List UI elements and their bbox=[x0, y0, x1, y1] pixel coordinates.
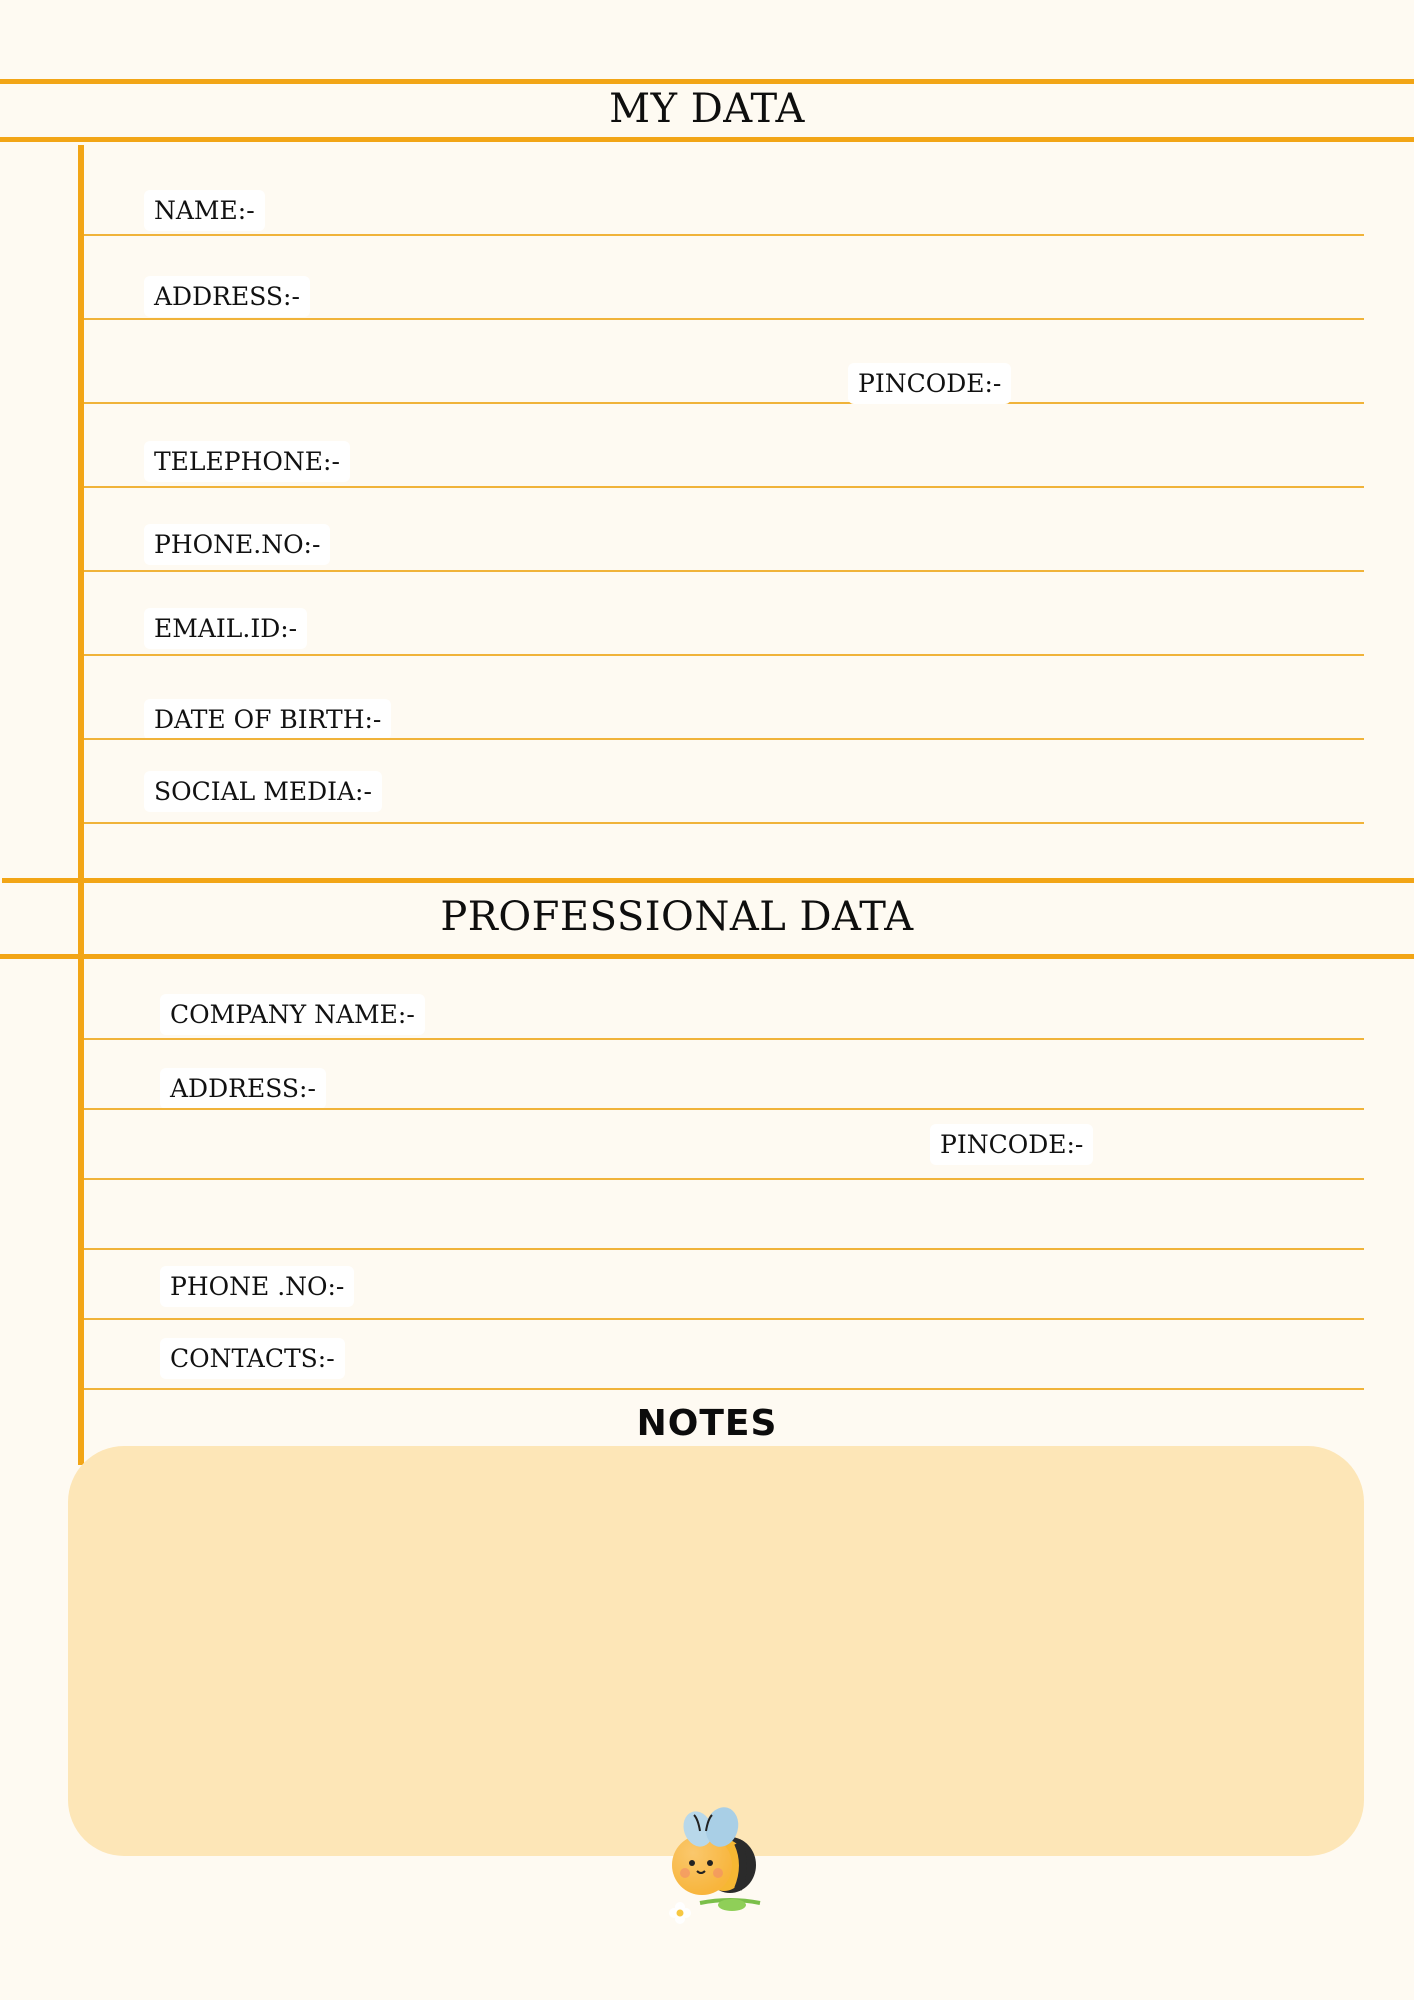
telephone-line[interactable] bbox=[84, 486, 1364, 488]
my-data-title: MY DATA bbox=[609, 86, 805, 132]
email-id-line[interactable] bbox=[84, 654, 1364, 656]
header-rule-top bbox=[0, 79, 1414, 84]
pincode-label: PINCODE:- bbox=[848, 363, 1011, 404]
phone-no-line[interactable] bbox=[84, 570, 1364, 572]
bee-illustration-icon bbox=[660, 1785, 780, 1925]
address-label: ADDRESS:- bbox=[144, 276, 310, 317]
professional-phone-no-line[interactable] bbox=[84, 1318, 1364, 1320]
professional-address-line-3[interactable] bbox=[84, 1248, 1364, 1250]
left-margin-line bbox=[78, 145, 84, 1465]
social-media-line[interactable] bbox=[84, 822, 1364, 824]
professional-address-line-2[interactable] bbox=[84, 1178, 1364, 1180]
social-media-label: SOCIAL MEDIA:- bbox=[144, 771, 382, 812]
professional-rule-bottom bbox=[0, 954, 1414, 959]
notes-title: NOTES bbox=[636, 1403, 778, 1444]
professional-rule-top bbox=[2, 878, 1414, 883]
address-line-2[interactable] bbox=[84, 402, 1364, 404]
address-line[interactable] bbox=[84, 318, 1364, 320]
company-name-line[interactable] bbox=[84, 1038, 1364, 1040]
professional-pincode-label: PINCODE:- bbox=[930, 1124, 1093, 1165]
name-label: NAME:- bbox=[144, 190, 265, 231]
professional-phone-no-label: PHONE .NO:- bbox=[160, 1266, 354, 1307]
telephone-label: TELEPHONE:- bbox=[144, 441, 350, 482]
email-id-label: EMAIL.ID:- bbox=[144, 608, 307, 649]
professional-data-title: PROFESSIONAL DATA bbox=[440, 894, 914, 940]
name-line[interactable] bbox=[84, 234, 1364, 236]
date-of-birth-label: DATE OF BIRTH:- bbox=[144, 699, 391, 740]
company-name-label: COMPANY NAME:- bbox=[160, 994, 425, 1035]
phone-no-label: PHONE.NO:- bbox=[144, 524, 330, 565]
header-rule-bottom bbox=[0, 137, 1414, 142]
date-of-birth-line[interactable] bbox=[84, 738, 1364, 740]
contacts-label: CONTACTS:- bbox=[160, 1338, 345, 1379]
contacts-line[interactable] bbox=[84, 1388, 1364, 1390]
professional-address-line[interactable] bbox=[84, 1108, 1364, 1110]
professional-address-label: ADDRESS:- bbox=[160, 1068, 326, 1109]
